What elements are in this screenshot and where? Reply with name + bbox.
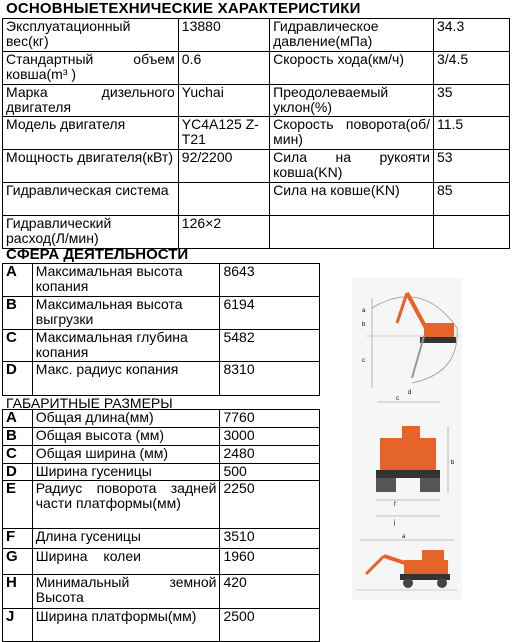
spec-label: Гидравлическая система [3, 183, 179, 216]
spec-label: Сила на ковше(KN) [270, 183, 434, 216]
label-c: c [362, 358, 365, 364]
row-label: Максимальная глубина копания [32, 330, 220, 362]
row-label: Ширина гусеницы [32, 464, 220, 481]
excavator-figures [352, 278, 462, 600]
dims-row [3, 464, 320, 481]
label-b2: b [451, 460, 455, 466]
row-key: F [3, 529, 33, 549]
row-key: D [3, 362, 33, 396]
label-a2: a [402, 534, 406, 540]
dims-row [3, 410, 320, 428]
spec-value: 11.5 [433, 117, 509, 150]
spec-value: 85 [433, 183, 509, 216]
row-label: Общая длина(мм) [32, 410, 220, 428]
spec-label: Гидравлический расход(Л/мин) [3, 216, 179, 249]
row-value: 8310 [220, 362, 320, 396]
dims-row [3, 529, 320, 549]
scope-row [3, 330, 320, 362]
spec-label: Эксплуатационный вес(кг) [3, 19, 179, 52]
row-value: 500 [220, 464, 320, 481]
label-f: f [394, 502, 396, 508]
spec-label: Преодолеваемый уклон(%) [270, 85, 434, 117]
spec-row [3, 117, 510, 150]
front-view-diagram [376, 396, 455, 526]
row-value: 420 [220, 575, 320, 609]
row-value: 5482 [220, 330, 320, 362]
dims-row [3, 481, 320, 529]
dims-row [3, 428, 320, 446]
row-key: C [3, 330, 33, 362]
scope-row [3, 297, 320, 330]
spec-value: 0.6 [178, 52, 269, 85]
row-value: 7760 [220, 410, 320, 428]
row-label: Максимальная высота копания [32, 264, 220, 297]
spec-value [433, 216, 509, 249]
spec-label [270, 216, 434, 249]
row-value: 6194 [220, 297, 320, 330]
spec-value: 53 [433, 150, 509, 183]
row-label: Длина гусеницы [32, 529, 220, 549]
row-value: 2500 [220, 609, 320, 642]
row-key: B [3, 428, 33, 446]
row-value: 8643 [220, 264, 320, 297]
spec-value: 126×2 [178, 216, 269, 249]
dims-title: ГАБАРИТНЫЕ РАЗМЕРЫ [6, 395, 173, 411]
row-label: Максимальная высота выгрузки [32, 297, 220, 330]
spec-label: Марка дизельного двигателя [3, 85, 179, 117]
spec-row [3, 216, 510, 249]
spec-value: 92/2200 [178, 150, 269, 183]
row-label: Общая ширина (мм) [32, 446, 220, 464]
scope-row [3, 362, 320, 396]
spec-value: 35 [433, 85, 509, 117]
row-key: A [3, 410, 33, 428]
row-value: 1960 [220, 549, 320, 575]
spec-row [3, 150, 510, 183]
row-label: Ширина платформы(мм) [32, 609, 220, 642]
row-key: D [3, 464, 33, 481]
label-a: a [362, 308, 366, 314]
row-key: H [3, 575, 33, 609]
spec-label: Скорость поворота(об/мин) [270, 117, 434, 150]
spec-row [3, 183, 510, 216]
scope-table [2, 263, 320, 396]
spec-value: 13880 [178, 19, 269, 52]
scope-title: СФЕРА ДЕЯТЕЛЬНОСТИ [6, 246, 189, 263]
spec-value: Yuchai [178, 85, 269, 117]
spec-title: ОСНОВНЫЕТЕХНИЧЕСКИЕ ХАРАКТЕРИСТИКИ [6, 0, 361, 17]
row-key: A [3, 264, 33, 297]
spec-value: YC4A125 Z-T21 [178, 117, 269, 150]
row-value: 2250 [220, 481, 320, 529]
spec-label: Скорость хода(км/ч) [270, 52, 434, 85]
spec-row [3, 85, 510, 117]
spec-label: Гидравлическое давление(мПа) [270, 19, 434, 52]
label-d: d [408, 390, 412, 396]
spec-row [3, 19, 510, 52]
label-j: j [394, 520, 396, 526]
dims-row [3, 575, 320, 609]
row-key: C [3, 446, 33, 464]
row-label: Радиус поворота задней части платформы(мм) [32, 481, 220, 529]
label-c2: c [396, 396, 399, 402]
dims-row [3, 609, 320, 642]
row-label: Макс. радиус копания [32, 362, 220, 396]
scope-row [3, 264, 320, 297]
row-value: 3000 [220, 428, 320, 446]
row-key: E [3, 481, 33, 529]
spec-value [178, 183, 269, 216]
row-value: 3510 [220, 529, 320, 549]
spec-label: Стандартный объем ковша(m³ ) [3, 52, 179, 85]
dims-table [2, 409, 320, 642]
spec-label: Мощность двигателя(кВт) [3, 150, 179, 183]
spec-label: Модель двигателя [3, 117, 179, 150]
label-b: b [362, 322, 366, 328]
spec-value: 3/4.5 [433, 52, 509, 85]
row-value: 2480 [220, 446, 320, 464]
spec-value: 34.3 [433, 19, 509, 52]
spec-row [3, 52, 510, 85]
row-label: Ширина колеи [32, 549, 220, 575]
row-key: G [3, 549, 33, 575]
working-range-diagram [362, 293, 460, 396]
dims-row [3, 446, 320, 464]
dims-row [3, 549, 320, 575]
row-label: Общая высота (мм) [32, 428, 220, 446]
row-key: B [3, 297, 33, 330]
excavator-drawings [352, 278, 462, 600]
spec-table [2, 18, 510, 249]
row-key: J [3, 609, 33, 642]
spec-label: Сила на рукояти ковша(KN) [270, 150, 434, 183]
side-view-diagram [356, 534, 458, 590]
row-label: Минимальный земной Высота [32, 575, 220, 609]
